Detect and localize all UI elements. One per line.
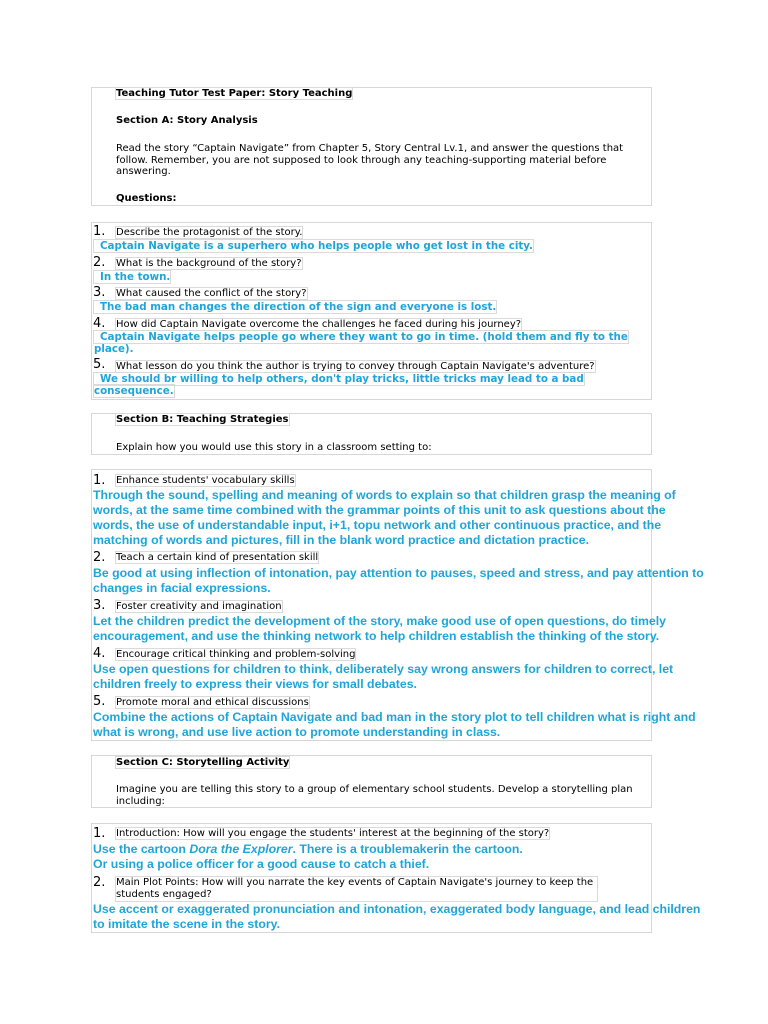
- answer-line: Use open questions for children to think, deliberately say wrong answers for children to correct, let: [93, 662, 674, 676]
- answer-line: Let the children predict the development of the story, make good use of open questions, do timely: [93, 614, 667, 628]
- intro-line-2: including:: [116, 795, 165, 807]
- answer-text: The bad man changes the direction of the sign and everyone is lost.: [94, 301, 496, 313]
- section-a-heading: Section A: Story Analysis: [116, 115, 258, 126]
- intro-line-3: answering.: [116, 166, 171, 177]
- question-number: 3.: [93, 285, 106, 300]
- item-text: Introduction: How will you engage the students' interest at the beginning of the story?: [116, 828, 550, 839]
- item-text: Encourage critical thinking and problem-solving: [116, 649, 356, 660]
- answer-line: Use accent or exaggerated pronunciation and intonation, exaggerated body language, and lead children: [93, 902, 701, 916]
- item-text-line: students engaged?: [116, 889, 212, 900]
- item-text-line: Main Plot Points: How will you narrate the key events of Captain Navigate's journey to keep the: [116, 877, 594, 888]
- intro-line-1: Imagine you are telling this story to a group of elementary school students. Develop a storytelling plan: [116, 784, 633, 795]
- question-number: 4.: [93, 316, 106, 331]
- item-number: 1.: [93, 473, 106, 488]
- item-text: [116, 877, 597, 901]
- question-text: How did Captain Navigate overcome the challenges he faced during his journey?: [116, 319, 522, 330]
- answer-line: words, at the same time combined with the grammar points of this unit to ask questions about the: [93, 503, 666, 517]
- answer-line: Through the sound, spelling and meaning of words to explain so that children grasp the meaning of: [93, 488, 676, 502]
- answer-line: matching of words and pictures, fill in the blank word practice and dictation practice.: [93, 533, 590, 547]
- answer-line: what is wrong, and use live action to promote understanding in class.: [93, 725, 501, 739]
- item-number: 4.: [93, 646, 106, 661]
- answer-line: Be good at using inflection of intonation, pay attention to pauses, speed and stress, and pay attention to: [93, 566, 704, 580]
- answer-text: Captain Navigate helps people go where they want to go in time. (hold them and fly to the: [94, 331, 628, 343]
- answer-line: Combine the actions of Captain Navigate and bad man in the story plot to tell children what is right and: [93, 710, 696, 724]
- item-text: Teach a certain kind of presentation skill: [116, 552, 319, 563]
- question-text: What is the background of the story?: [116, 258, 302, 269]
- answer-prefix: Use the cartoon: [93, 842, 190, 856]
- intro-line-2: follow. Remember, you are not supposed to look through any teaching-supporting material before: [116, 154, 607, 166]
- cartoon-title: Dora the Explorer: [189, 842, 293, 856]
- answer-text: consequence.: [94, 385, 174, 397]
- answer-text: We should br willing to help others, don't play tricks, little tricks may lead to a bad: [94, 373, 584, 385]
- item-text: Promote moral and ethical discussions: [116, 697, 309, 708]
- answer-suffix: . There is a troublemakerin the cartoon.: [292, 842, 523, 856]
- item-number: 3.: [93, 598, 106, 613]
- answer-block: [93, 488, 676, 548]
- section-b-intro: Explain how you would use this story in a classroom setting to:: [116, 442, 432, 453]
- question-text: Describe the protagonist of the story.: [116, 227, 303, 238]
- answer-block: [93, 902, 700, 932]
- answer-block: [93, 614, 666, 644]
- item-number: 1.: [93, 826, 106, 841]
- question-text: What lesson do you think the author is trying to convey through Captain Navigate's adventure?: [116, 361, 595, 372]
- answer-line: encouragement, and use the thinking network to help children establish the thinking of the story.: [93, 629, 660, 643]
- question-number: 1.: [93, 224, 106, 239]
- answer-line: Or using a police officer for a good cause to catch a thief.: [93, 857, 430, 871]
- intro-line-1: Read the story “Captain Navigate” from Chapter 5, Story Central Lv.1, and answer the questions that: [116, 143, 624, 154]
- section-a-intro: [116, 143, 623, 178]
- questions-label: Questions:: [116, 193, 177, 204]
- question-number: 5.: [93, 357, 106, 372]
- answer-line: children freely to express their views for small debates.: [93, 677, 417, 691]
- answer-text: In the town.: [94, 271, 170, 283]
- answer-block: [93, 662, 673, 692]
- item-text: Enhance students' vocabulary skills: [116, 475, 295, 486]
- answer-block: [93, 566, 704, 596]
- answer-line: words, the use of understandable input, i+1, topu network and other continuous practice, and the: [93, 518, 662, 532]
- answer-block: [93, 842, 523, 872]
- section-b-heading: Section B: Teaching Strategies: [116, 414, 289, 425]
- page-title: Teaching Tutor Test Paper: Story Teaching: [116, 88, 353, 99]
- answer-text: Captain Navigate is a superhero who helps people who get lost in the city.: [94, 240, 533, 252]
- answer-text: place).: [94, 343, 134, 355]
- item-number: 5.: [93, 694, 106, 709]
- answer-line: changes in facial expressions.: [93, 581, 271, 595]
- item-number: 2.: [93, 550, 106, 565]
- item-number: 2.: [93, 875, 106, 890]
- section-c-heading: Section C: Storytelling Activity: [116, 757, 290, 768]
- question-number: 2.: [93, 255, 106, 270]
- item-text: Foster creativity and imagination: [116, 601, 282, 612]
- section-c-intro: [116, 784, 633, 807]
- answer-block: [93, 710, 696, 740]
- answer-line: [93, 842, 523, 857]
- answer-line: to imitate the scene in the story.: [93, 917, 280, 931]
- question-text: What caused the conflict of the story?: [116, 288, 307, 299]
